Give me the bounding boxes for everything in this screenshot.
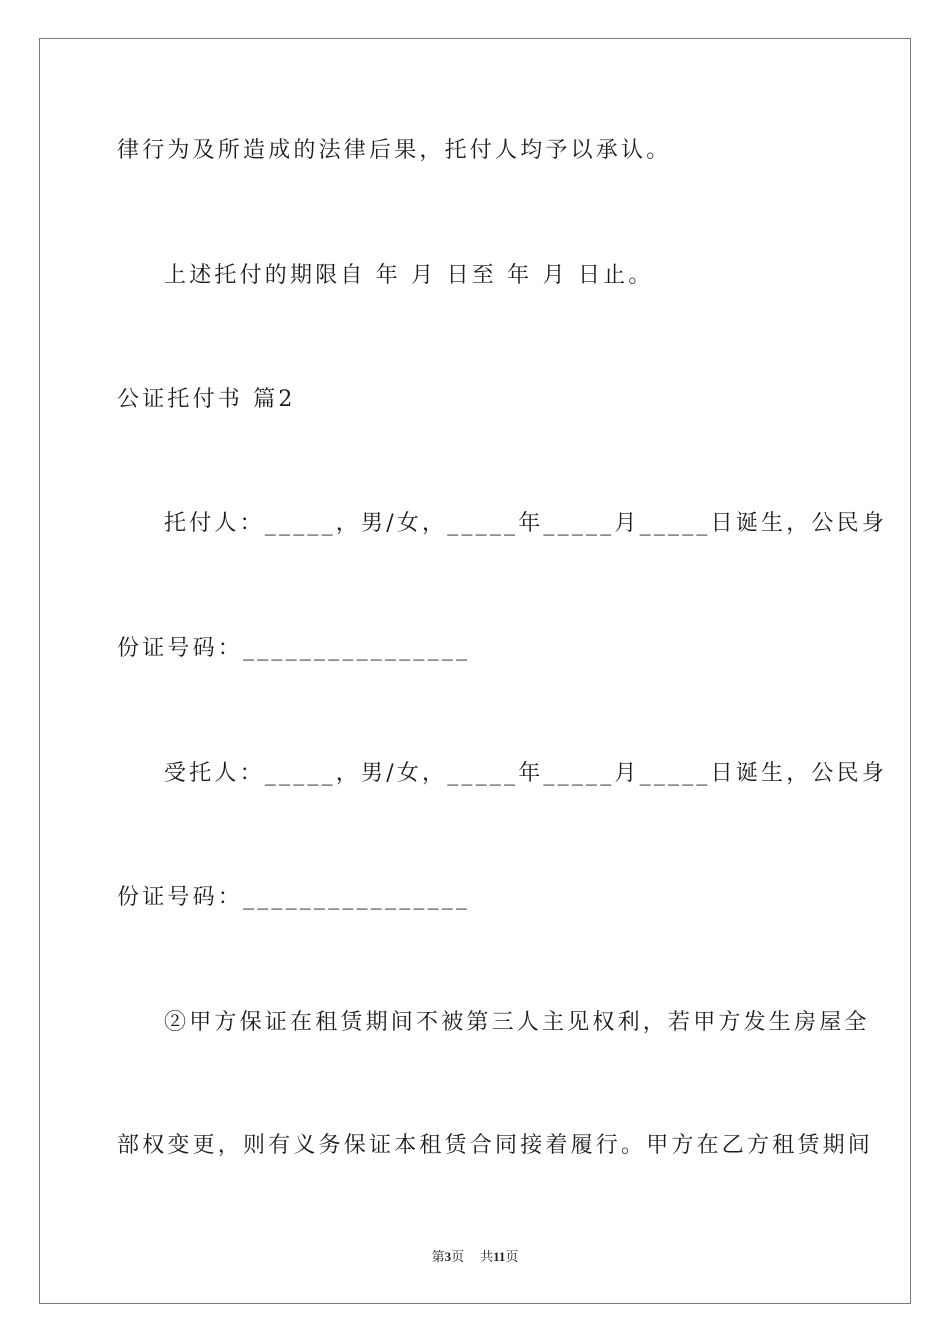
page-prefix: 第 <box>431 1249 445 1264</box>
total-prefix: 共 <box>480 1249 494 1264</box>
paragraph-line-1: 律行为及所造成的法律后果，托付人均予以承认。 <box>117 138 672 163</box>
total-suffix: 页 <box>505 1249 519 1264</box>
page-border <box>39 38 911 1304</box>
agent-id-line: 份证号码：________________ <box>117 885 471 910</box>
page-footer <box>0 1246 950 1265</box>
total-pages: 11 <box>493 1249 506 1264</box>
page-suffix: 页 <box>451 1249 465 1264</box>
clause-line-2: 部权变更，则有义务保证本租赁合同接着履行。甲方在乙方租赁期间 <box>117 1133 874 1158</box>
clause-line-1: ②甲方保证在租赁期间不被第三人主见权利，若甲方发生房屋全 <box>164 1010 870 1035</box>
principal-info-line: 托付人：_____，男/女，_____年_____月_____日诞生，公民身 <box>164 511 888 536</box>
agent-info-line: 受托人：_____，男/女，_____年_____月_____日诞生，公民身 <box>164 761 888 786</box>
section-heading: 公证托付书 篇2 <box>117 387 296 412</box>
page-number: 3 <box>444 1249 452 1264</box>
principal-id-line: 份证号码：________________ <box>117 636 471 661</box>
term-period-line: 上述托付的期限自 年 月 日至 年 月 日止。 <box>164 263 654 288</box>
